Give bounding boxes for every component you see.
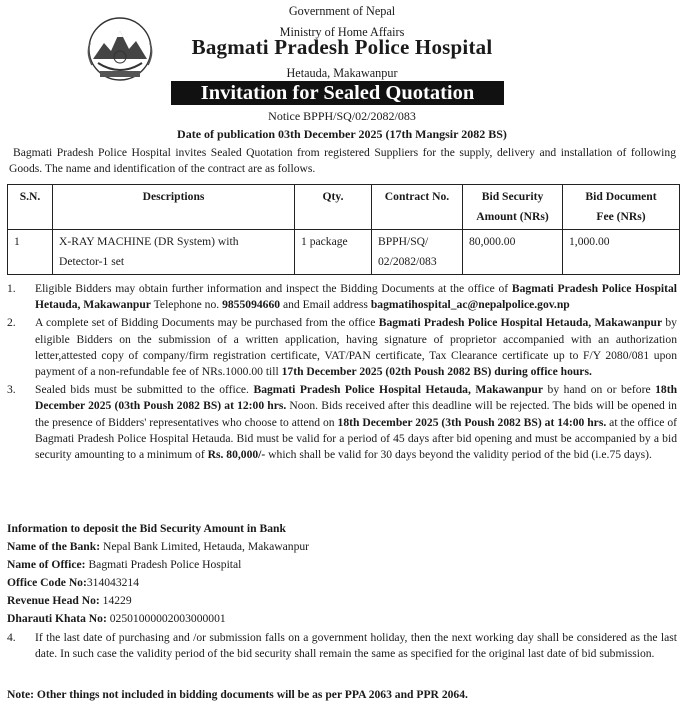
table-header-row <box>8 185 680 230</box>
cell-bid-security: 80,000.00 <box>463 230 563 275</box>
clause-4: 4. If the last date of purchasing and /or submission falls on a government holiday, then the next working day shall be considered as the last date. In such case the validity period of the bid security shall remain the same as specified for the original last date of bid submission. <box>7 631 677 661</box>
header-bid-security: Bid Security Amount (NRs) <box>463 185 563 230</box>
cell-bid-fee: 1,000.00 <box>563 230 680 275</box>
clause-3: 3. Sealed bids must be submitted to the office. Bagmati Pradesh Police Hospital Hetauda, Makawanpur by hand on or before 18th December 2025 (03th Poush 2082 BS) at 12:00 hrs. Noon. Bids received after this deadline will be rejected. The bids will be opened in the presence of Bidders' representatives who choose to attend on 18th December 2025 (3th Poush 2082 BS) at 14:00 hrs. at the office of Bagmati Pradesh Police Hospital Hetauda. Bid must be valid for a period of 45 days after bid opening and must be accompanied by a bid security amounting to a minimum of Rs. 80,000/- which shall be valid for 30 days beyond the validity period of the bid (i.e.75 days). <box>7 383 678 462</box>
table-row <box>8 230 680 275</box>
intro-paragraph: Bagmati Pradesh Police Hospital invites Sealed Quotation from registered Suppliers for the supply, delivery and installation of following Goods. The name and identification of the contract are as follows. <box>9 146 676 176</box>
revenue-head-line: Revenue Head No: 14229 <box>7 594 132 607</box>
header-bid-document-fee: Bid Document Fee (NRs) <box>563 185 680 230</box>
header-sn: S.N. <box>8 185 53 230</box>
government-line: Government of Nepal <box>288 4 396 18</box>
notice-number: Notice BPPH/SQ/02/2082/083 <box>268 109 416 123</box>
invitation-banner: Invitation for Sealed Quotation <box>171 81 504 105</box>
cell-description: X-RAY MACHINE (DR System) with Detector-1 set <box>53 230 295 275</box>
header-qty: Qty. <box>295 185 372 230</box>
office-name-line: Name of Office: Bagmati Pradesh Police Hospital <box>7 558 242 571</box>
publication-date: Date of publication 03th December 2025 (17th Mangsir 2082 BS) <box>177 127 507 141</box>
cell-contract-no: BPPH/SQ/ 02/2082/083 <box>372 230 463 275</box>
bank-information <box>7 520 677 628</box>
ministry-line: Ministry of Home Affairs <box>279 25 405 39</box>
email-address: bagmatihospital_ac@nepalpolice.gov.np <box>370 298 570 312</box>
header-descriptions: Descriptions <box>53 185 295 230</box>
hospital-title: Bagmati Pradesh Police Hospital <box>191 35 493 59</box>
header-contract-no: Contract No. <box>372 185 463 230</box>
clause-1: 1. Eligible Bidders may obtain further information and inspect the Bidding Documents at the office of Bagmati Pradesh Police Hospital Hetauda, Makawanpur Telephone no. 9855094660 and Email address bagmatihospital_ac@nepalpolice.gov.np <box>7 282 678 312</box>
bank-heading: Information to deposit the Bid Security Amount in Bank <box>7 522 286 535</box>
khata-no-line: Dharauti Khata No: 02501000002003000001 <box>7 612 226 625</box>
cell-qty: 1 package <box>295 230 372 275</box>
cell-sn: 1 <box>8 230 53 275</box>
office-code-line: Office Code No:314043214 <box>7 576 140 589</box>
goods-table <box>7 184 680 275</box>
bank-name-line: Name of the Bank: Nepal Bank Limited, Hetauda, Makawanpur <box>7 540 310 553</box>
location-line: Hetauda, Makawanpur <box>286 66 398 80</box>
footer-note: Note: Other things not included in bidding documents will be as per PPA 2063 and PPR 2064. <box>7 688 468 701</box>
clause-2: 2. A complete set of Bidding Documents may be purchased from the office Bagmati Pradesh Police Hospital Hetauda, Makawanpur by eligible Bidders on the submission of a written application, having signature of proprietor accompanied with an authorization letter,attested copy of company/firm registration certificate, VAT/PAN certificate, Tax Clearance certificate up to F/Y 2080/081 upon payment of a non-refundable fee of NRs.1000.00 till 17th December 2025 (02th Poush 2082 BS) during office hours. <box>7 316 677 379</box>
clauses <box>7 281 677 463</box>
